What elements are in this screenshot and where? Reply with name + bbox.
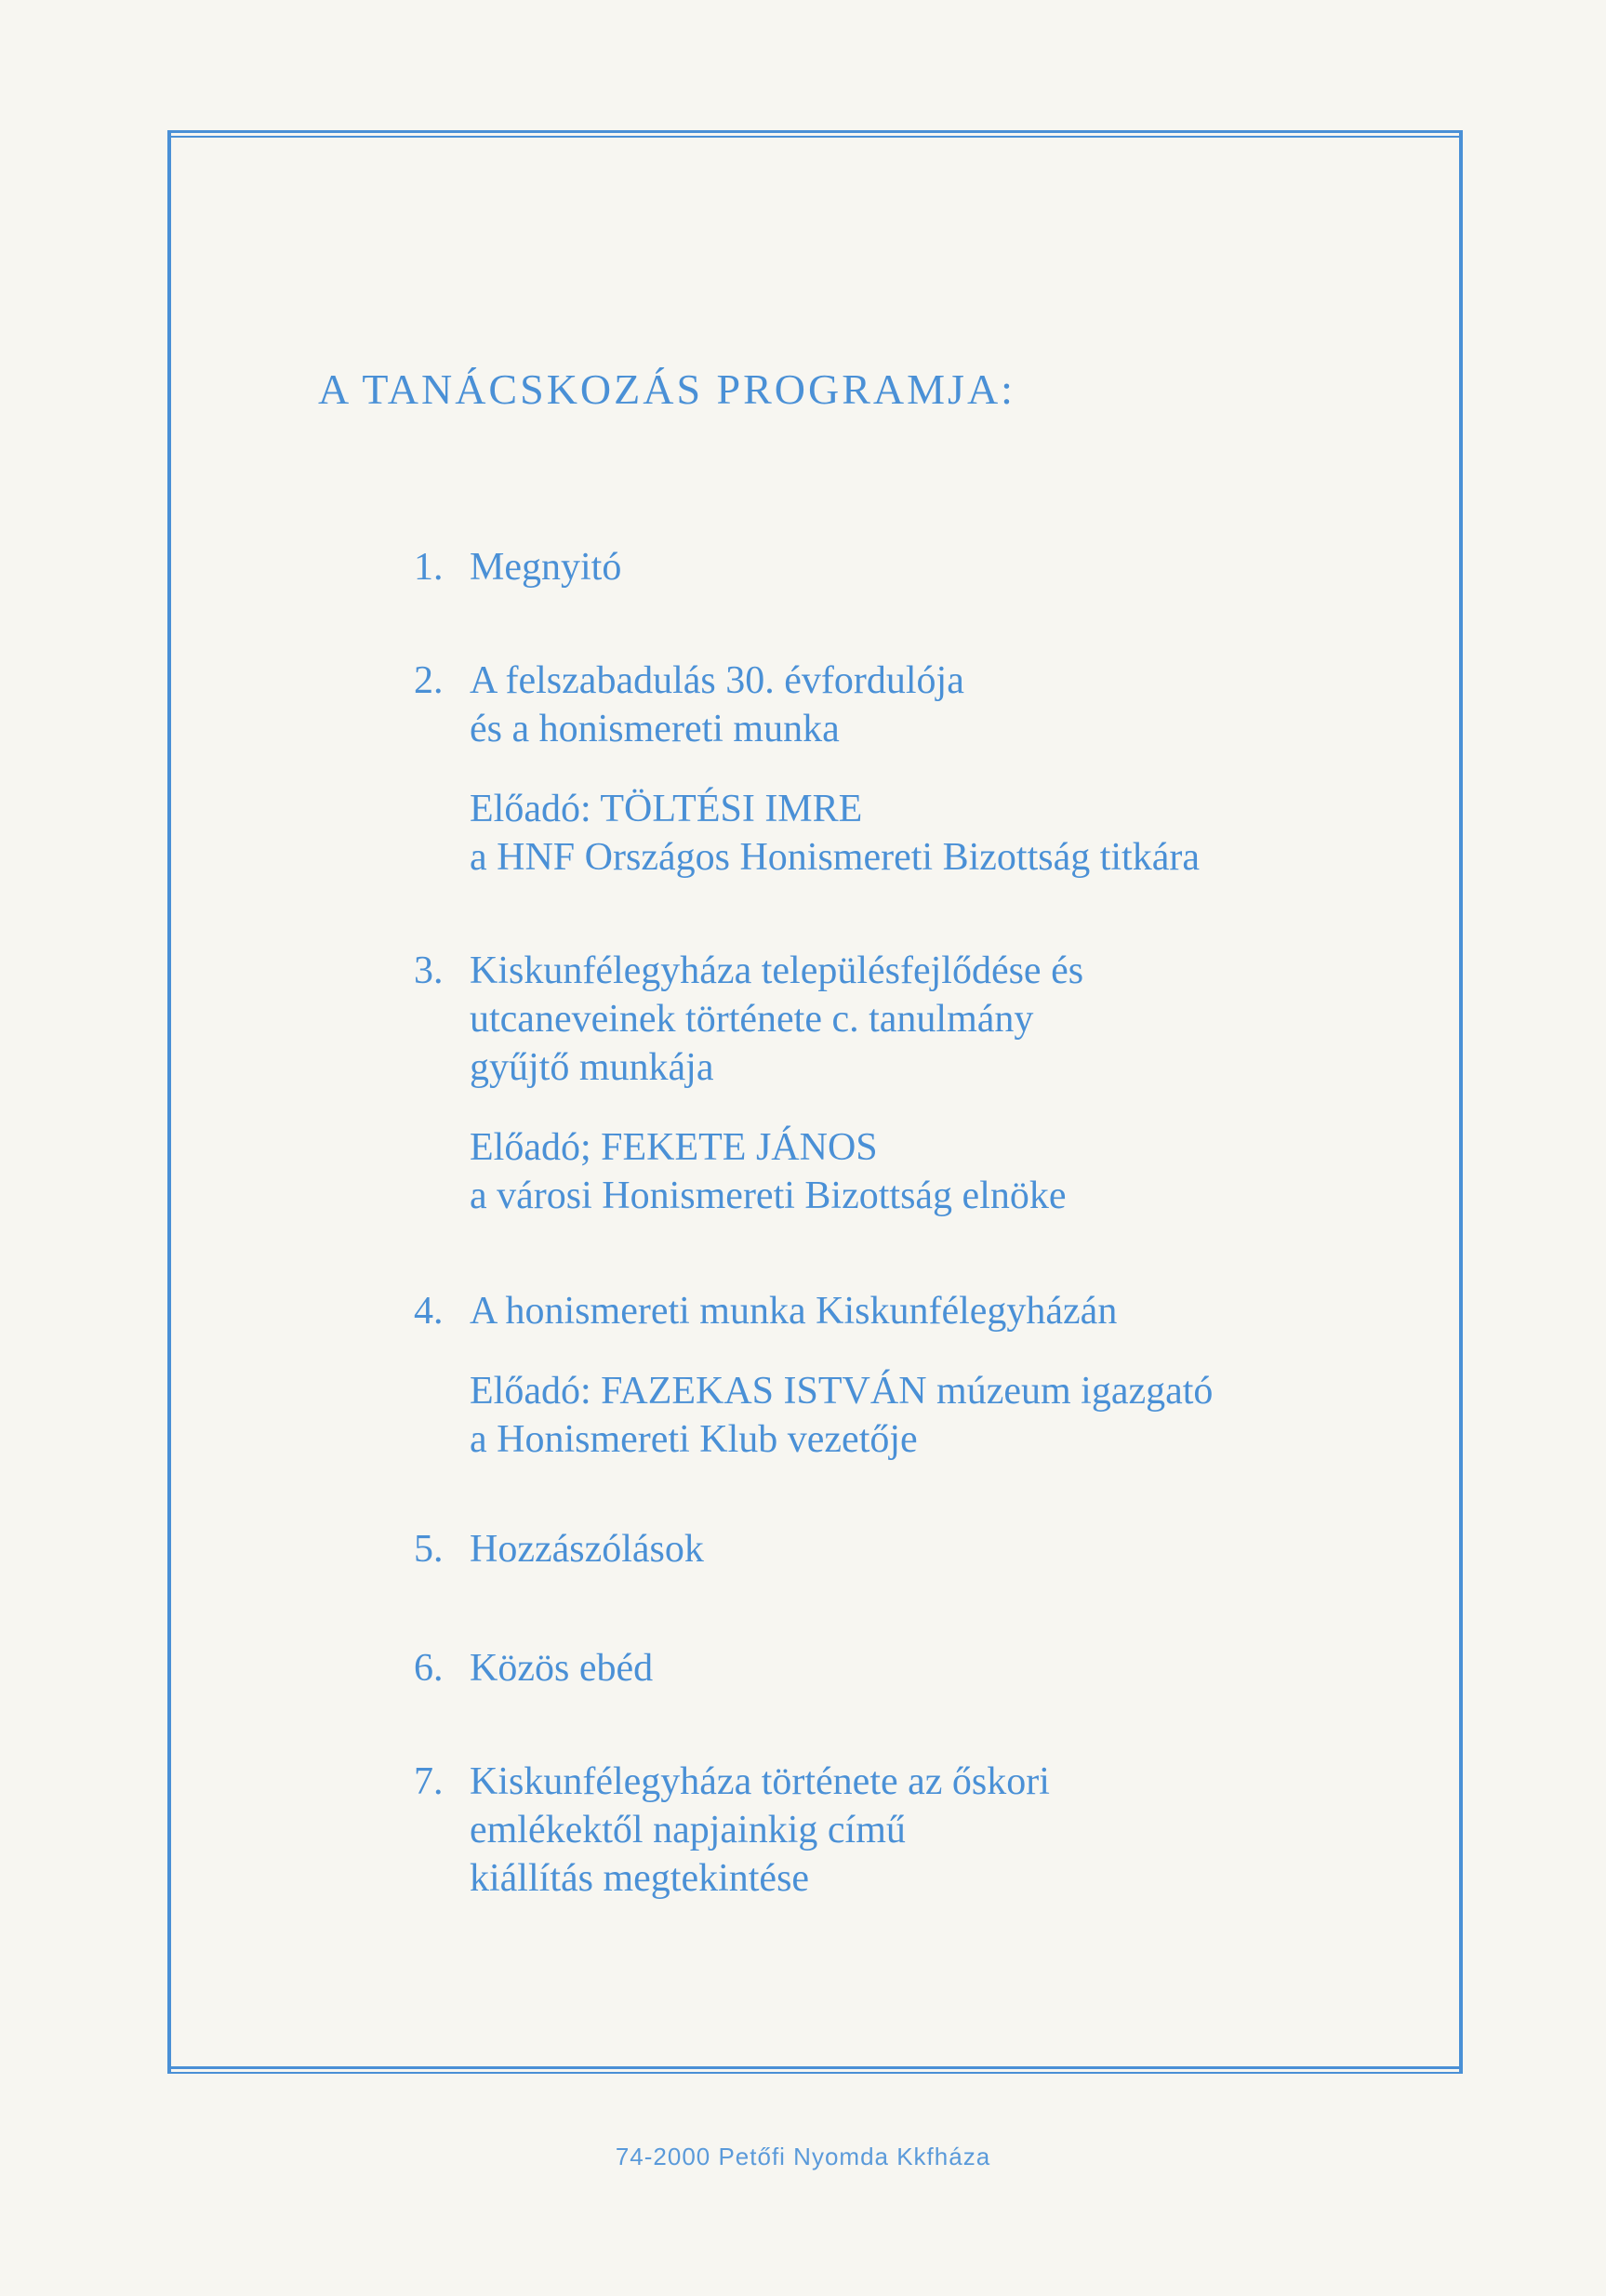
item-text: emlékektől napjainkig című bbox=[470, 1809, 906, 1851]
item-text: és a honismereti munka bbox=[470, 708, 840, 750]
item-text: Megnyitó bbox=[470, 546, 622, 589]
item-text: Hozzászólások bbox=[470, 1528, 704, 1571]
item-number: 5. bbox=[414, 1528, 444, 1571]
item-text: gyűjtő munkája bbox=[470, 1046, 714, 1089]
item-number: 6. bbox=[414, 1647, 444, 1690]
item-text: A felszabadulás 30. évfordulója bbox=[470, 659, 964, 702]
printer-imprint: 74-2000 Petőfi Nyomda Kkfháza bbox=[615, 2143, 991, 2170]
speaker-role: a Honismereti Klub vezetője bbox=[470, 1418, 918, 1461]
speaker-role: a városi Honismereti Bizottság elnöke bbox=[470, 1175, 1067, 1217]
item-number: 1. bbox=[414, 546, 444, 589]
item-number: 7. bbox=[414, 1760, 444, 1803]
speaker-line: Előadó; FEKETE JÁNOS bbox=[470, 1126, 878, 1169]
item-text: Kiskunfélegyháza településfejlődése és bbox=[470, 949, 1084, 992]
frame-top-rule bbox=[167, 130, 1463, 138]
item-text: utcaneveinek története c. tanulmány bbox=[470, 998, 1034, 1041]
item-text: kiállítás megtekintése bbox=[470, 1857, 810, 1900]
speaker-line: Előadó: FAZEKAS ISTVÁN múzeum igazgató bbox=[470, 1370, 1214, 1413]
speaker-line: Előadó: TÖLTÉSI IMRE bbox=[470, 788, 863, 830]
item-text: A honismereti munka Kiskunfélegyházán bbox=[470, 1290, 1118, 1333]
speaker-role: a HNF Országos Honismereti Bizottság titkára bbox=[470, 836, 1200, 879]
frame-bottom-rule bbox=[167, 2066, 1463, 2074]
item-text: Közös ebéd bbox=[470, 1647, 654, 1690]
item-number: 4. bbox=[414, 1290, 444, 1333]
program-title: A TANÁCSKOZÁS PROGRAMJA: bbox=[318, 365, 1015, 413]
item-number: 2. bbox=[414, 659, 444, 702]
item-number: 3. bbox=[414, 949, 444, 992]
item-text: Kiskunfélegyháza története az őskori bbox=[470, 1760, 1050, 1803]
